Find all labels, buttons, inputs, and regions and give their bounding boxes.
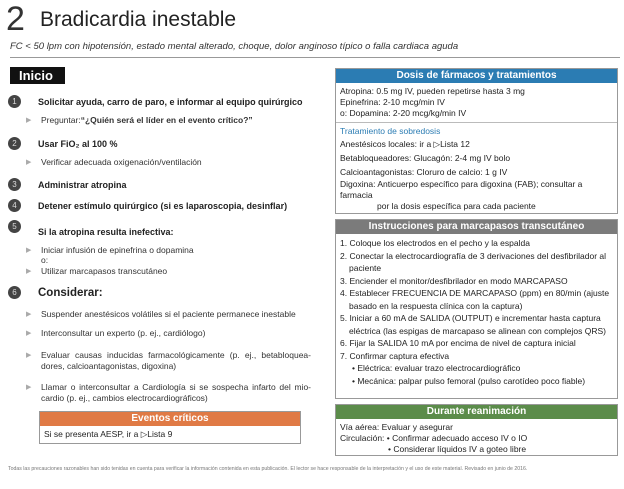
eventos-line	[40, 426, 300, 443]
sub-text: Utilizar marcapasos transcutáneo	[41, 266, 168, 276]
step-text: Considerar:	[38, 286, 103, 299]
sobredosis-text: Anestésicos locales: ir a	[340, 139, 434, 149]
sub-text: Evaluar causas inducidas farmacológicamente (p. ej., betabloquea-dores, calcioantagonistas, digoxina)	[41, 350, 311, 371]
sub-text: Llamar o interconsultar a Cardiología si se sospecha infarto del mio-cardio (p. ej., cambios electrocardiográficos)	[41, 382, 311, 403]
sub-text: Suspender anestésicos volátiles si el paciente permanece inestable	[41, 309, 296, 319]
step-4	[8, 199, 287, 212]
bullet-triangle-icon: ▶	[26, 268, 32, 275]
step-6-sub	[26, 309, 316, 320]
dosis-box	[335, 68, 618, 214]
sobredosis-line: Calcioantagonistas: Cloruro de calcio: 1 g IV	[340, 167, 508, 177]
reanimacion-line: Circulación: • Confirmar adecuado acceso IV o IO	[340, 433, 528, 443]
bullet-triangle-icon: ▶	[26, 117, 32, 124]
eventos-criticos-box	[39, 411, 301, 444]
marcapasos-step: • Mecánica: palpar pulso femoral (pulso carotídeo poco fiable)	[352, 375, 586, 386]
step-number: 3	[8, 178, 21, 191]
bullet-triangle-icon: ▶	[26, 330, 32, 337]
footer-disclaimer: Todas las precauciones razonables han sido tenidas en cuenta para verificar la información contenida en esta publicación. El lector se hace responsable de la interpretación y el uso de este material. Revisado en junio de 2016.	[8, 466, 528, 472]
step-number: 2	[8, 137, 21, 150]
step-text: Solicitar ayuda, carro de paro, e informar al equipo quirúrgico	[38, 96, 303, 107]
marcapasos-step: 4. Establecer FRECUENCIA DE MARCAPASO (ppm) en 80/min (ajuste basado en la respuesta clínica con la captura)	[340, 288, 610, 311]
step-1-sub	[26, 115, 253, 126]
step-text: Si la atropina resulta inefectiva:	[38, 227, 174, 237]
bullet-triangle-icon: ▶	[26, 159, 32, 166]
sub-question: “¿Quién será el líder en el evento crítico?”	[80, 115, 253, 125]
eventos-text: Si se presenta AESP, ir a	[44, 429, 141, 439]
inicio-label: Inicio	[10, 67, 65, 84]
checklist-number: 2	[6, 0, 25, 38]
step-text: Usar FiO₂ al 100 %	[38, 138, 118, 149]
marcapasos-step: 5. Iniciar a 60 mA de SALIDA (OUTPUT) e incrementar hasta captura eléctrica (las espigas de marcapaso se alinean con complejos QRS)	[340, 313, 607, 336]
lista-12-link[interactable]: ▷Lista 12	[433, 139, 470, 149]
marcapasos-step: 3. Enciender el monitor/desfibrilador en modo MARCAPASO	[340, 275, 568, 286]
bullet-triangle-icon: ▶	[26, 247, 32, 254]
lista-9-link[interactable]: ▷Lista 9	[140, 429, 173, 439]
eventos-criticos-header: Eventos críticos	[40, 412, 300, 426]
sobredosis-line	[340, 137, 613, 151]
step-2-sub	[26, 157, 202, 168]
marcapasos-step: • Eléctrica: evaluar trazo electrocardiográfico	[352, 363, 521, 373]
marcapasos-step: 7. Confirmar captura efectiva	[340, 350, 450, 361]
dose-line: Atropina: 0.5 mg IV, pueden repetirse hasta 3 mg	[340, 86, 525, 96]
step-6-sub	[26, 350, 311, 372]
sub-text: Verificar adecuada oxigenación/ventilación	[41, 157, 202, 167]
reanimacion-box	[335, 404, 618, 456]
dose-line: o: Dopamina: 2-20 mcg/kg/min IV	[340, 108, 467, 118]
step-6-sub	[26, 328, 316, 339]
sobredosis-line: por la dosis específica para cada paciente	[377, 201, 536, 211]
step-1	[8, 95, 303, 108]
step-5-sub	[26, 266, 167, 277]
subtitle: FC < 50 lpm con hipotensión, estado mental alterado, choque, dolor anginoso típico o falla cardiaca aguda	[10, 41, 620, 58]
step-5-sub	[26, 245, 194, 256]
step-6-sub	[26, 382, 311, 404]
sobredosis-title: Tratamiento de sobredosis	[340, 126, 441, 136]
step-3	[8, 178, 127, 191]
bullet-triangle-icon: ▶	[26, 311, 32, 318]
sobredosis-line: Betabloqueadores: Glucagón: 2-4 mg IV bolo	[340, 153, 511, 163]
sub-text: Interconsultar un experto (p. ej., cardiólogo)	[41, 328, 206, 338]
step-5	[8, 220, 174, 237]
step-6	[8, 286, 103, 299]
sub-text: Preguntar:	[41, 115, 81, 125]
reanimacion-header: Durante reanimación	[336, 405, 617, 419]
reanimacion-line: Vía aérea: Evaluar y asegurar	[340, 422, 453, 432]
marcapasos-step: 6. Fijar la SALIDA 10 mA por encima de nivel de captura inicial	[340, 338, 576, 348]
step-number: 1	[8, 95, 21, 108]
marcapasos-step: 2. Conectar la electrocardiografía de 3 derivaciones del desfibrilador al paciente	[340, 250, 607, 273]
bullet-triangle-icon: ▶	[26, 384, 32, 391]
step-5-or: o:	[41, 255, 49, 265]
step-2	[8, 137, 118, 150]
step-text: Detener estímulo quirúrgico (si es laparoscopia, desinflar)	[38, 200, 288, 211]
step-number: 4	[8, 199, 21, 212]
marcapasos-step: 1. Coloque los electrodos en el pecho y la espalda	[340, 238, 530, 248]
marcapasos-header: Instrucciones para marcapasos transcutáneo	[336, 220, 617, 234]
dose-line: Epinefrina: 2-10 mcg/min IV	[340, 97, 445, 107]
step-text: Administrar atropina	[38, 179, 127, 190]
step-number: 6	[8, 286, 21, 299]
marcapasos-box	[335, 219, 618, 399]
sobredosis-line: Digoxina: Anticuerpo específico para digoxina (FAB); consultar a farmacia	[340, 179, 583, 200]
reanimacion-line: • Considerar líquidos IV a goteo libre	[388, 444, 527, 454]
bullet-triangle-icon: ▶	[26, 352, 32, 359]
dosis-header: Dosis de fármacos y tratamientos	[336, 69, 617, 83]
page-title: Bradicardia inestable	[40, 8, 237, 31]
step-number: 5	[8, 220, 21, 233]
sub-text: Iniciar infusión de epinefrina o dopamina	[41, 245, 194, 255]
